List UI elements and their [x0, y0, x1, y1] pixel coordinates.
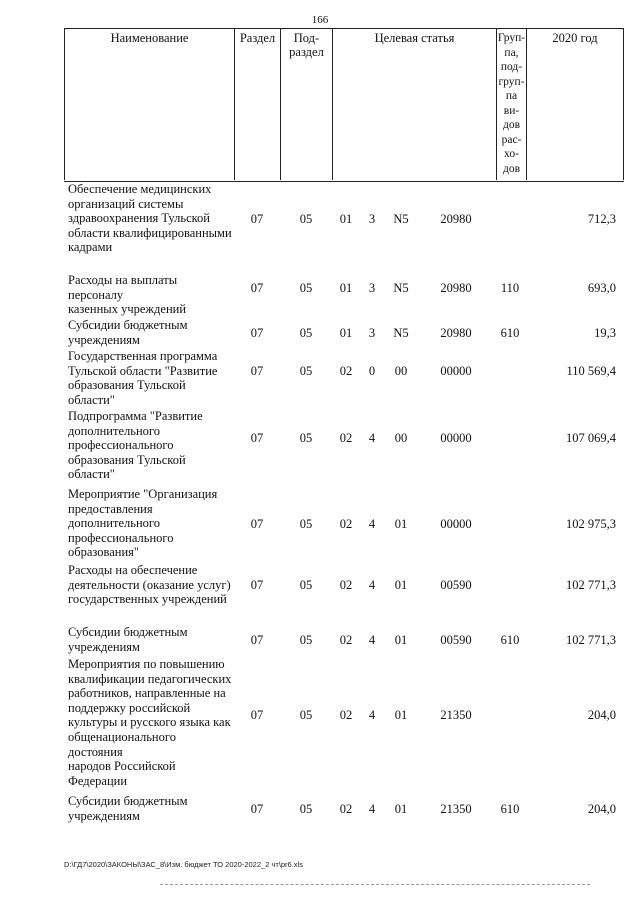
header-subsection [280, 28, 332, 180]
header-target-article: Целевая статья [332, 28, 496, 180]
cell-subsection: 05 [299, 633, 313, 647]
cell-amount: 102 975,3 [566, 517, 616, 531]
cell-subsection: 05 [299, 431, 313, 445]
cell-name-line: образования Тульской области" [68, 452, 186, 482]
table-row [0, 318, 640, 347]
cell-amount: 110 569,4 [566, 364, 616, 378]
header-name: Наименование [64, 28, 234, 180]
cell-target-4: 20980 [440, 281, 472, 295]
header-group-line: дов [502, 162, 521, 175]
cell-name-line: квалификации педагогических [68, 671, 232, 686]
cell-target-2: 4 [368, 802, 376, 816]
table-row [0, 794, 640, 823]
file-path-footer: D:\ГД7\2020\ЗАКОНЫ\ЗАС_8\Изм. бюджет ТО 2020-2022_2 чт\pr6.xls [64, 860, 303, 869]
cell-target-4: 20980 [440, 326, 472, 340]
cell-name-line: кадрами [68, 240, 113, 255]
cell-name-line: Субсидии бюджетным [68, 625, 188, 639]
cell-section: 07 [250, 633, 264, 647]
table-row [0, 657, 640, 788]
divider [160, 884, 590, 885]
header-group-line: груп- [498, 75, 525, 88]
table-row [0, 182, 640, 255]
cell-target-1: 02 [339, 364, 353, 378]
header-group-line: рас- [501, 133, 522, 146]
cell-name-line: области квалифицированными [68, 225, 232, 240]
cell-name [68, 273, 233, 317]
cell-name-line: дополнительного [68, 423, 160, 438]
cell-name-line: учреждениям [68, 639, 140, 654]
header-subsection-line: Под- [293, 31, 320, 45]
cell-target-4: 21350 [440, 802, 472, 816]
cell-name [68, 409, 233, 482]
cell-target-4: 00000 [440, 517, 472, 531]
cell-amount: 204,0 [587, 802, 616, 816]
header-group [496, 28, 526, 180]
cell-subsection: 05 [299, 281, 313, 295]
cell-name [68, 563, 233, 607]
cell-target-1: 01 [339, 212, 353, 226]
cell-target-3: 01 [394, 633, 408, 647]
cell-target-2: 4 [368, 708, 376, 722]
cell-section: 07 [250, 708, 264, 722]
cell-name-line: Тульской области "Развитие [68, 363, 218, 378]
cell-name-line: профессионального [68, 438, 174, 453]
cell-target-3: 00 [394, 364, 408, 378]
cell-target-4: 00590 [440, 633, 472, 647]
cell-name-line: Субсидии бюджетным [68, 318, 188, 332]
cell-subsection: 05 [299, 802, 313, 816]
header-group-line: дов [502, 119, 521, 131]
cell-target-2: 3 [368, 212, 376, 226]
cell-section: 07 [250, 212, 264, 226]
cell-section: 07 [250, 431, 264, 445]
cell-name-line: организаций системы [68, 196, 184, 211]
cell-name-line: Подпрограмма "Развитие [68, 409, 203, 423]
cell-subsection: 05 [299, 578, 313, 592]
cell-amount: 204,0 [587, 708, 616, 722]
cell-name-line: Субсидии бюджетным [68, 794, 188, 808]
cell-target-2: 4 [368, 578, 376, 592]
cell-name [68, 625, 233, 654]
header-section: Раздел [234, 28, 280, 180]
header-subsection-line: раздел [289, 45, 324, 59]
cell-target-4: 00590 [440, 578, 472, 592]
cell-name-line: Мероприятие "Организация [68, 487, 218, 501]
cell-target-4: 00000 [440, 431, 472, 445]
cell-target-3: 01 [394, 802, 408, 816]
cell-target-3: 01 [394, 517, 408, 531]
cell-name-line: общенационального достояния [68, 729, 176, 759]
cell-name-line: Расходы на выплаты персоналу [68, 273, 178, 302]
cell-section: 07 [250, 517, 264, 531]
cell-name-line: поддержку российской [68, 700, 191, 715]
cell-name-line: учреждениям [68, 808, 140, 823]
cell-amount: 693,0 [587, 281, 616, 295]
page-number: 166 [311, 14, 329, 26]
cell-target-3: N5 [393, 212, 409, 226]
cell-group: 110 [500, 281, 520, 295]
cell-target-3: 01 [394, 708, 408, 722]
cell-target-3: N5 [393, 326, 409, 340]
cell-target-1: 02 [339, 578, 353, 592]
cell-target-2: 4 [368, 633, 376, 647]
cell-target-1: 01 [339, 281, 353, 295]
cell-name-line: государственных учреждений [68, 592, 227, 607]
cell-name-line: работников, направленные на [68, 686, 226, 701]
cell-subsection: 05 [299, 212, 313, 226]
cell-name-line: здравоохранения Тульской [68, 211, 210, 226]
table-row [0, 625, 640, 654]
table-row [0, 563, 640, 607]
cell-subsection: 05 [299, 326, 313, 340]
cell-target-1: 02 [339, 633, 353, 647]
cell-name-line: Федерации [68, 773, 128, 788]
cell-amount: 19,3 [594, 326, 616, 340]
cell-amount: 102 771,3 [566, 578, 616, 592]
table-row [0, 349, 640, 407]
cell-target-3: 01 [394, 578, 408, 592]
cell-target-3: N5 [393, 281, 409, 295]
cell-target-2: 4 [368, 431, 376, 445]
cell-name-line: казенных учреждений [68, 302, 187, 317]
cell-section: 07 [250, 281, 264, 295]
cell-name [68, 182, 233, 255]
cell-name-line: профессионального [68, 530, 174, 545]
cell-name-line: народов Российской [68, 759, 176, 774]
cell-amount: 712,3 [587, 212, 616, 226]
header-group-line: Груп- [497, 32, 526, 44]
cell-target-4: 00000 [440, 364, 472, 378]
header-group-line: под- [500, 61, 523, 73]
cell-name [68, 657, 233, 788]
cell-group: 610 [500, 326, 520, 340]
cell-name [68, 794, 233, 823]
cell-target-1: 02 [339, 517, 353, 531]
cell-subsection: 05 [299, 517, 313, 531]
cell-name-line: образования Тульской области" [68, 378, 186, 407]
cell-target-2: 0 [368, 364, 376, 378]
header-year: 2020 год [526, 28, 624, 180]
cell-name [68, 487, 233, 560]
header-group-line: па, [504, 46, 519, 59]
cell-target-3: 00 [394, 431, 408, 445]
table-row [0, 273, 640, 317]
cell-section: 07 [250, 364, 264, 378]
cell-name-line: дополнительного [68, 516, 160, 531]
cell-target-1: 01 [339, 326, 353, 340]
cell-target-4: 20980 [440, 212, 472, 226]
cell-name-line: учреждениям [68, 332, 140, 347]
cell-subsection: 05 [299, 364, 313, 378]
cell-name-line: образования" [68, 545, 140, 560]
cell-name-line: культуры и русского языка как [68, 715, 231, 730]
cell-name [68, 349, 233, 407]
cell-group: 610 [500, 633, 520, 647]
cell-name-line: деятельности (оказание услуг) [68, 577, 231, 592]
cell-target-2: 3 [368, 326, 376, 340]
cell-name [68, 318, 233, 347]
cell-section: 07 [250, 326, 264, 340]
cell-name-line: Государственная программа [68, 349, 218, 363]
cell-amount: 102 771,3 [566, 633, 616, 647]
cell-target-1: 02 [339, 802, 353, 816]
cell-name-line: Мероприятия по повышению [68, 657, 225, 671]
cell-target-4: 21350 [440, 708, 472, 722]
cell-target-1: 02 [339, 708, 353, 722]
cell-amount: 107 069,4 [566, 431, 616, 445]
cell-name-line: Обеспечение медицинских [68, 182, 212, 196]
cell-section: 07 [250, 802, 264, 816]
cell-target-2: 3 [368, 281, 376, 295]
cell-target-2: 4 [368, 517, 376, 531]
cell-name-line: Расходы на обеспечение [68, 563, 198, 577]
header-group-line: па ви- [503, 90, 520, 117]
cell-name-line: предоставления [68, 501, 153, 516]
cell-group: 610 [500, 802, 520, 816]
cell-section: 07 [250, 578, 264, 592]
cell-target-1: 02 [339, 431, 353, 445]
cell-subsection: 05 [299, 708, 313, 722]
header-group-line: хо- [504, 148, 519, 160]
table-row [0, 487, 640, 560]
table-row [0, 409, 640, 482]
